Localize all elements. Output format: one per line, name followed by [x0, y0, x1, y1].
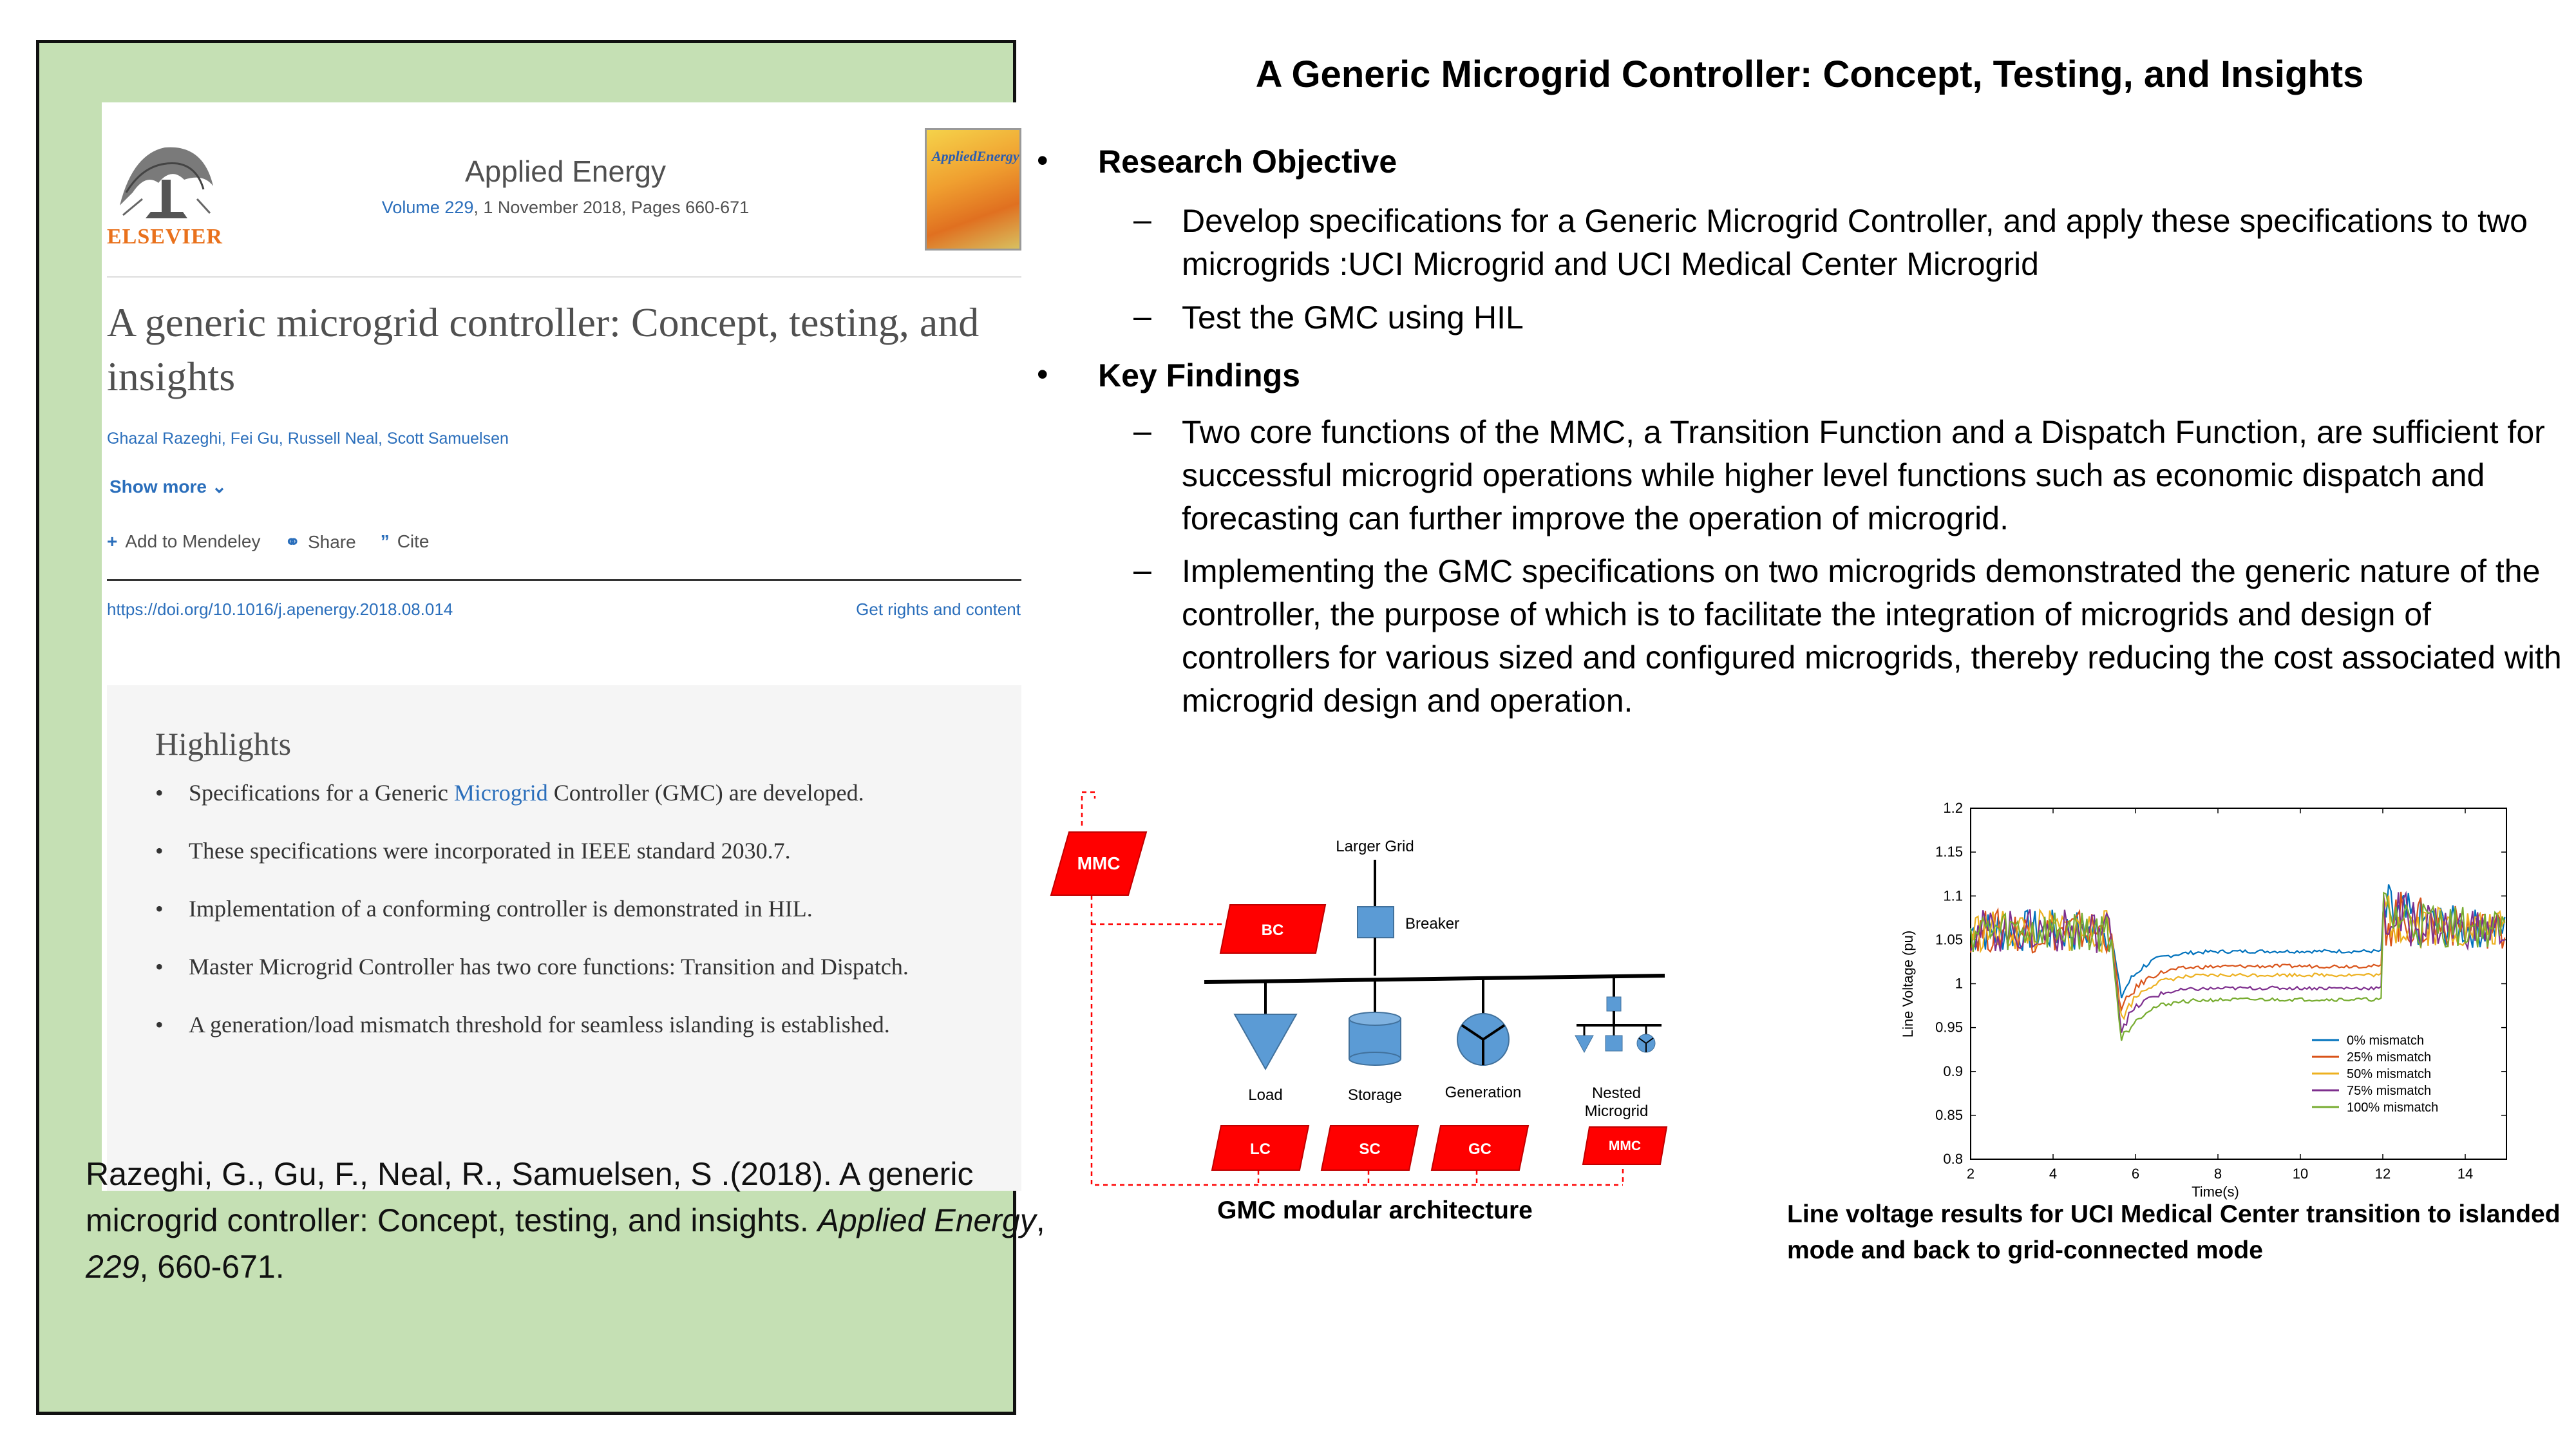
- y-tick-label: 1.15: [1935, 844, 1963, 860]
- generation-label: Generation: [1444, 1084, 1522, 1101]
- dash-marker: –: [1133, 298, 1151, 334]
- nested-microgrid-icon: [1575, 977, 1662, 1052]
- x-tick-label: 12: [2374, 1166, 2391, 1182]
- storage-controller: [1321, 1126, 1418, 1170]
- highlight-item: • These specifications were incorporated in IEEE standard 2030.7.: [155, 833, 960, 868]
- nested-mmc-controller: [1583, 1127, 1667, 1164]
- journal-cover-image[interactable]: [925, 128, 1021, 251]
- citation-text: Razeghi, G., Gu, F., Neal, R., Samuelsen, S .(2018). A generic microgrid controller: Concept, testing, and insights. Applied Energy, 229, 660-671.: [86, 1156, 1045, 1285]
- legend-label: 0% mismatch: [2347, 1034, 2425, 1048]
- issue-details: , 1 November 2018, Pages 660-671: [473, 198, 750, 217]
- findings-heading: Key Findings: [1098, 357, 1300, 393]
- bullet-marker: •: [1037, 142, 1048, 178]
- main-bus: [1204, 976, 1665, 982]
- load-controller: [1212, 1126, 1309, 1170]
- finding-item: Two core functions of the MMC, a Transition Function and a Dispatch Function, are sufficient for successful microgrid operations while higher level functions such as economic dispatch and forecasting can further improve the operation of microgrid.: [1182, 414, 2545, 536]
- bc-label: BC: [1261, 922, 1284, 939]
- line-voltage-chart: [1887, 792, 2531, 1204]
- journal-name[interactable]: Applied Energy: [465, 155, 666, 188]
- highlights-section: [107, 685, 1021, 1191]
- sc-label: SC: [1359, 1141, 1381, 1158]
- share-icon: ⚭: [285, 532, 300, 552]
- article-screenshot: [102, 102, 1034, 1191]
- bullet-marker: •: [1037, 356, 1048, 392]
- article-title: A generic microgrid controller: Concept, testing, and insights: [107, 299, 980, 399]
- x-tick-label: 14: [2457, 1166, 2474, 1182]
- citation-volume: 229: [86, 1249, 140, 1285]
- x-tick-label: 8: [2213, 1166, 2222, 1182]
- objective-heading: Research Objective: [1098, 144, 1397, 180]
- nested-label-line2: Microgrid: [1584, 1103, 1649, 1120]
- highlight-item: • Specifications for a Generic Microgrid Controller (GMC) are developed.: [155, 775, 960, 810]
- reference-panel: [36, 40, 1045, 1415]
- action-label: Cite: [397, 531, 430, 551]
- article-actions: [107, 531, 429, 553]
- lc-label: LC: [1250, 1141, 1271, 1158]
- slide-title: A Generic Microgrid Controller: Concept, Testing, and Insights: [1255, 53, 2364, 95]
- y-tick-label: 1.2: [1943, 800, 1963, 816]
- y-tick-label: 0.8: [1943, 1151, 1963, 1167]
- load-icon: [1235, 1014, 1296, 1069]
- highlights-list: [155, 775, 960, 1065]
- y-tick-label: 1.1: [1943, 887, 1963, 904]
- dash-marker: –: [1133, 202, 1151, 238]
- plus-icon: +: [107, 531, 118, 551]
- nested-label-line1: Nested: [1591, 1084, 1642, 1102]
- highlight-item: • A generation/load mismatch threshold for seamless islanding is established.: [155, 1007, 960, 1042]
- breaker-controller: [1220, 905, 1325, 953]
- y-tick-label: 0.95: [1935, 1019, 1963, 1036]
- storage-label: Storage: [1347, 1086, 1403, 1104]
- author-list[interactable]: Ghazal Razeghi, Fei Gu, Russell Neal, Scott Samuelsen: [107, 430, 509, 448]
- dash-marker: –: [1133, 413, 1151, 449]
- volume-link[interactable]: Volume 229: [381, 198, 474, 217]
- storage-icon: [1349, 1012, 1401, 1065]
- gc-label: GC: [1468, 1141, 1492, 1158]
- highlight-item: • Implementation of a conforming controller is demonstrated in HIL.: [155, 891, 960, 926]
- cite-button[interactable]: [381, 531, 430, 553]
- y-tick-label: 0.85: [1935, 1106, 1963, 1123]
- objective-item: Develop specifications for a Generic Microgrid Controller, and apply these specifications to two microgrids :UCI Microgrid and UCI Medical Center Microgrid: [1182, 203, 2528, 282]
- x-tick-label: 2: [1966, 1166, 1975, 1182]
- dash-marker: –: [1133, 552, 1151, 588]
- header-divider: [107, 276, 1021, 278]
- highlight-item: • Master Microgrid Controller has two core functions: Transition and Dispatch.: [155, 949, 960, 984]
- legend-label: 100% mismatch: [2347, 1101, 2439, 1115]
- cover-title: AppliedEnergy: [932, 148, 1019, 164]
- share-button[interactable]: [285, 531, 356, 553]
- larger-grid-label: Larger Grid: [1336, 838, 1414, 855]
- generator-icon: [1457, 1014, 1509, 1065]
- citation-journal: Applied Energy: [817, 1202, 1036, 1238]
- show-more-label: Show more: [109, 477, 207, 497]
- objective-item: Test the GMC using HIL: [1182, 299, 1524, 336]
- x-tick-label: 10: [2292, 1166, 2309, 1182]
- y-axis-label: Line Voltage (pu): [1900, 930, 1916, 1038]
- x-axis-label: Time(s): [2192, 1184, 2239, 1200]
- rights-link[interactable]: Get rights and content: [856, 600, 1021, 619]
- y-tick-label: 1.05: [1935, 931, 1963, 948]
- mmc-label: MMC: [1077, 853, 1121, 873]
- legend-label: 50% mismatch: [2347, 1067, 2432, 1081]
- show-more-link[interactable]: [109, 476, 227, 497]
- highlights-title: Highlights: [155, 726, 292, 762]
- quote-icon: ”: [380, 531, 390, 551]
- y-tick-label: 1: [1955, 975, 1963, 992]
- action-label: Share: [307, 532, 356, 552]
- x-tick-label: 6: [2131, 1166, 2140, 1182]
- y-tick-label: 0.9: [1943, 1063, 1963, 1079]
- gmc-architecture-diagram: [1043, 792, 1687, 1204]
- action-label: Add to Mendeley: [125, 531, 261, 551]
- doi-link[interactable]: https://doi.org/10.1016/j.apenergy.2018.08.014: [107, 600, 453, 619]
- breaker-icon: [1358, 907, 1394, 938]
- chevron-down-icon: ⌄: [211, 477, 227, 497]
- mmc-controller: [1051, 832, 1146, 895]
- x-tick-label: 4: [2049, 1166, 2058, 1182]
- generation-controller: [1432, 1126, 1528, 1170]
- chart-caption: Line voltage results for UCI Medical Center transition to islanded mode and back to grid-connected mode: [1787, 1200, 2561, 1264]
- actions-divider: [107, 579, 1021, 581]
- add-to-mendeley-button[interactable]: [107, 531, 261, 553]
- legend-label: 75% mismatch: [2347, 1084, 2432, 1098]
- finding-item: Implementing the GMC specifications on two microgrids demonstrated the generic nature of the controller, the purpose of which is to facilitate the integration of microgrids and design of controllers for various sized and configured microgrids, thereby reducing the cost associated with microgrid design and operation.: [1182, 553, 2562, 719]
- journal-issue: [340, 198, 791, 218]
- mmc-small-label: MMC: [1608, 1139, 1642, 1153]
- legend-label: 25% mismatch: [2347, 1050, 2432, 1065]
- microgrid-link[interactable]: Microgrid: [453, 780, 548, 806]
- diagram-caption: GMC modular architecture: [1217, 1197, 1533, 1224]
- publisher-wordmark: ELSEVIER: [107, 225, 223, 249]
- breaker-label: Breaker: [1405, 915, 1460, 933]
- load-label: Load: [1248, 1086, 1283, 1104]
